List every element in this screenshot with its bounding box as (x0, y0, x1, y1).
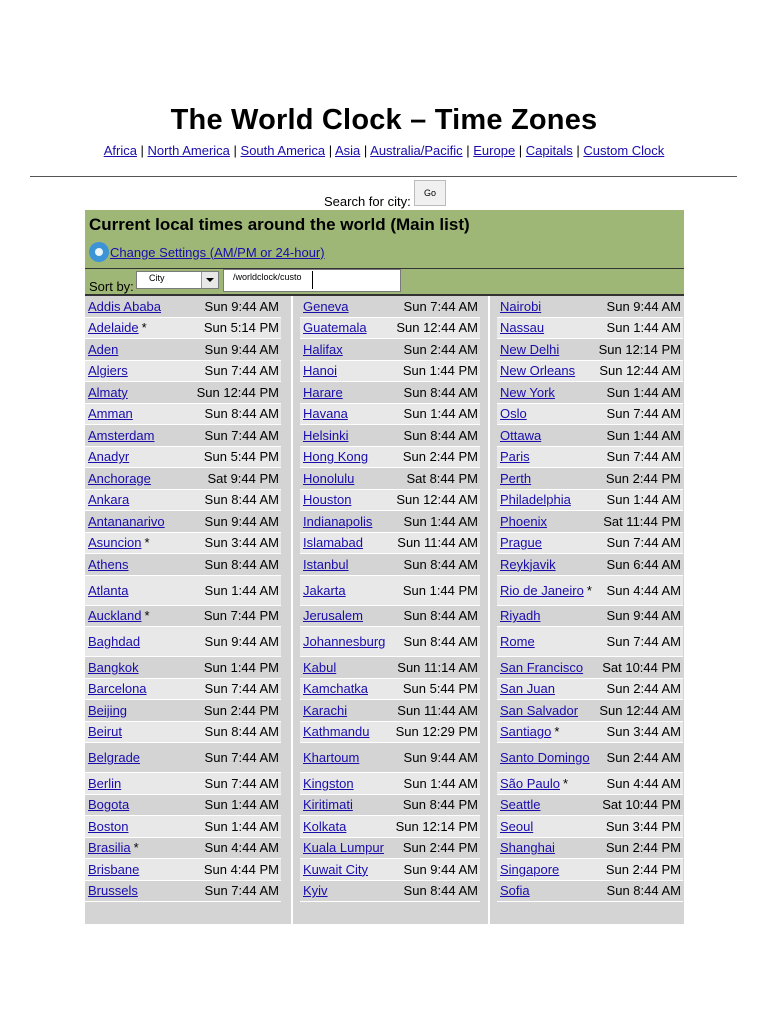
city-link-belgrade[interactable]: Belgrade (88, 750, 141, 765)
local-time: Sun 7:44 AM (204, 681, 279, 697)
city-link-anchorage[interactable]: Anchorage (88, 470, 151, 486)
city-link-bogota[interactable]: Bogota (88, 797, 130, 813)
city-column-1 (85, 296, 281, 902)
city-link-kathmandu[interactable]: Kathmandu (303, 724, 370, 740)
city-row-new-orleans (497, 361, 683, 383)
local-time: Sun 2:44 AM (606, 681, 681, 697)
local-time: Sun 12:44 AM (599, 702, 681, 718)
city-row-belgrade (85, 743, 281, 773)
city-link-nassau[interactable]: Nassau (500, 320, 545, 336)
local-time: Sun 7:44 AM (606, 406, 681, 422)
sort-select[interactable] (136, 271, 219, 289)
city-link-adelaide[interactable]: Adelaide (88, 320, 139, 336)
city-row-jerusalem (300, 606, 480, 628)
city-row-antananarivo (85, 511, 281, 533)
local-time: Sun 9:44 AM (204, 513, 279, 529)
local-time: Sun 7:44 AM (204, 363, 279, 379)
nav-link-custom-clock[interactable]: Custom Clock (583, 143, 665, 158)
city-row-beirut (85, 722, 281, 744)
city-link-brisbane[interactable]: Brisbane (88, 861, 140, 877)
sort-bar (85, 268, 684, 296)
city-link-karachi[interactable]: Karachi (303, 702, 348, 718)
city-row-ottawa (497, 425, 683, 447)
local-time: Sun 7:44 AM (204, 883, 279, 899)
city-row-kathmandu (300, 722, 480, 744)
nav-link-north-america[interactable]: North America (147, 143, 230, 158)
city-row-rio-de-janeiro (497, 576, 683, 606)
city-link-hanoi[interactable]: Hanoi (303, 363, 337, 379)
local-time: Sun 9:44 AM (204, 634, 279, 649)
local-time: Sun 9:44 AM (606, 298, 681, 314)
city-row-guatemala (300, 318, 480, 340)
column-divider (291, 296, 293, 924)
city-link-hong-kong[interactable]: Hong Kong (303, 449, 369, 465)
city-row-san-francisco (497, 657, 683, 679)
city-link-new-york[interactable]: New York (500, 384, 555, 400)
city-link-almaty[interactable]: Almaty (88, 384, 128, 400)
local-time: Sun 1:44 PM (402, 582, 478, 598)
nav-link-australia-pacific[interactable]: Australia/Pacific (370, 143, 463, 158)
local-time: Sun 1:44 AM (606, 492, 681, 508)
local-time: Sun 9:44 AM (204, 341, 279, 357)
city-link-guatemala[interactable]: Guatemala (303, 320, 367, 336)
chevron-down-icon[interactable] (201, 272, 218, 288)
city-link-honolulu[interactable]: Honolulu (303, 470, 355, 486)
local-time: Sun 8:44 AM (403, 556, 478, 572)
local-time: Sun 1:44 AM (403, 513, 478, 529)
city-link-houston[interactable]: Houston (303, 492, 352, 508)
city-row-phoenix (497, 511, 683, 533)
city-row-atlanta (85, 576, 281, 606)
dst-marker: * (563, 775, 569, 791)
city-link-auckland[interactable]: Auckland (88, 608, 142, 624)
city-row-new-york (497, 382, 683, 404)
city-link-geneva[interactable]: Geneva (303, 298, 349, 314)
city-row-karachi (300, 700, 480, 722)
city-link-brasilia[interactable]: Brasilia (88, 840, 131, 856)
city-row-havana (300, 404, 480, 426)
city-row-halifax (300, 339, 480, 361)
local-time: Sun 4:44 AM (606, 582, 681, 598)
local-time: Sun 8:44 AM (403, 634, 478, 649)
local-time: Sun 9:44 AM (403, 861, 478, 877)
city-row-houston (300, 490, 480, 512)
change-settings-link[interactable] (89, 242, 325, 262)
city-row-reykjavik (497, 554, 683, 576)
city-link-san-salvador[interactable]: San Salvador (500, 702, 579, 718)
local-time: Sun 2:44 PM (605, 470, 681, 486)
city-row-harare (300, 382, 480, 404)
nav-separator: | (136, 143, 148, 158)
city-row-algiers (85, 361, 281, 383)
city-row-amsterdam (85, 425, 281, 447)
local-time: Sun 8:44 AM (403, 883, 478, 899)
city-link-beirut[interactable]: Beirut (88, 724, 122, 740)
city-link-harare[interactable]: Harare (303, 384, 343, 400)
city-row-santiago (497, 722, 683, 744)
city-search (0, 180, 768, 210)
city-row-helsinki (300, 425, 480, 447)
city-row-sao-paulo (497, 773, 683, 795)
panel-header (85, 210, 684, 296)
city-link-baghdad[interactable]: Baghdad (88, 634, 141, 649)
city-row-kuwait-city (300, 859, 480, 881)
city-link-beijing[interactable]: Beijing (88, 702, 128, 718)
city-row-san-salvador (497, 700, 683, 722)
local-time: Sun 2:44 AM (606, 750, 681, 765)
city-row-addis-ababa (85, 296, 281, 318)
local-time: Sun 3:44 AM (606, 724, 681, 740)
city-row-bogota (85, 795, 281, 817)
city-link-santo-domingo[interactable]: Santo Domingo (500, 750, 590, 765)
change-settings-label[interactable]: Change Settings (AM/PM or 24-hour) (110, 244, 325, 260)
city-link-singapore[interactable]: Singapore (500, 861, 560, 877)
nav-link-africa[interactable]: Africa (103, 143, 137, 158)
city-link-amman[interactable]: Amman (88, 406, 133, 422)
city-link-halifax[interactable]: Halifax (303, 341, 343, 357)
local-time: Sun 8:44 AM (204, 724, 279, 740)
city-row-prague (497, 533, 683, 555)
local-time: Sun 11:44 AM (397, 535, 478, 551)
city-row-kyiv (300, 881, 480, 903)
city-link-aden[interactable]: Aden (88, 341, 119, 357)
city-link-khartoum[interactable]: Khartoum (303, 750, 360, 765)
city-row-kiritimati (300, 795, 480, 817)
local-time: Sun 9:44 AM (204, 298, 279, 314)
local-time: Sun 5:44 PM (203, 449, 279, 465)
local-time: Sun 8:44 AM (403, 427, 478, 443)
city-link-asuncion[interactable]: Asuncion (88, 535, 142, 551)
local-time: Sun 12:29 PM (395, 724, 478, 740)
local-time: Sun 3:44 AM (204, 535, 279, 551)
local-time: Sun 5:44 PM (402, 681, 478, 697)
search-label: Search for city: (324, 194, 411, 209)
city-link-new-delhi[interactable]: New Delhi (500, 341, 560, 357)
city-link-jerusalem[interactable]: Jerusalem (303, 608, 363, 624)
local-time: Sun 9:44 AM (606, 608, 681, 624)
local-time: Sun 2:44 PM (605, 861, 681, 877)
city-row-nassau (497, 318, 683, 340)
city-link-barcelona[interactable]: Barcelona (88, 681, 147, 697)
city-row-istanbul (300, 554, 480, 576)
local-time: Sun 7:44 PM (203, 608, 279, 624)
city-row-hanoi (300, 361, 480, 383)
dst-marker: * (133, 840, 139, 856)
city-row-adelaide (85, 318, 281, 340)
city-row-seattle (497, 795, 683, 817)
local-time: Sat 10:44 PM (602, 797, 681, 813)
city-link-reykjavik[interactable]: Reykjavik (500, 556, 556, 572)
city-row-perth (497, 468, 683, 490)
city-link-addis-ababa[interactable]: Addis Ababa (88, 298, 162, 314)
local-time: Sat 11:44 PM (603, 513, 681, 529)
city-link-bangkok[interactable]: Bangkok (88, 659, 139, 675)
city-link-brussels[interactable]: Brussels (88, 883, 138, 899)
local-time: Sun 8:44 AM (204, 406, 279, 422)
city-link-philadelphia[interactable]: Philadelphia (500, 492, 571, 508)
city-row-sofia (497, 881, 683, 903)
city-link-amsterdam[interactable]: Amsterdam (88, 427, 155, 443)
settings-icon (89, 242, 109, 262)
city-row-ankara (85, 490, 281, 512)
city-link-atlanta[interactable]: Atlanta (88, 582, 129, 598)
local-time: Sun 1:44 AM (403, 406, 478, 422)
city-row-riyadh (497, 606, 683, 628)
region-nav (0, 143, 768, 158)
nav-separator: | (462, 143, 474, 158)
city-row-anchorage (85, 468, 281, 490)
city-row-seoul (497, 816, 683, 838)
city-row-barcelona (85, 679, 281, 701)
local-time: Sun 9:44 AM (403, 750, 478, 765)
local-time: Sun 7:44 AM (606, 535, 681, 551)
city-link-paris[interactable]: Paris (500, 449, 530, 465)
go-button[interactable]: Go (414, 180, 446, 206)
city-link-havana[interactable]: Havana (303, 406, 348, 422)
city-link-kingston[interactable]: Kingston (303, 775, 354, 791)
local-time: Sun 6:44 AM (606, 556, 681, 572)
world-clock-panel (85, 210, 684, 924)
city-row-san-juan (497, 679, 683, 701)
city-link-perth[interactable]: Perth (500, 470, 532, 486)
city-link-islamabad[interactable]: Islamabad (303, 535, 363, 551)
city-link-helsinki[interactable]: Helsinki (303, 427, 349, 443)
local-time: Sun 12:44 PM (196, 384, 279, 400)
city-row-brasilia (85, 838, 281, 860)
nav-link-europe[interactable]: Europe (473, 143, 516, 158)
city-row-boston (85, 816, 281, 838)
city-link-berlin[interactable]: Berlin (88, 775, 122, 791)
local-time: Sun 4:44 PM (203, 861, 279, 877)
city-link-algiers[interactable]: Algiers (88, 363, 128, 379)
horizontal-rule (30, 176, 737, 177)
custom-url-value: /worldclock/custo (233, 272, 302, 282)
local-time: Sun 12:44 AM (396, 320, 478, 336)
city-row-kabul (300, 657, 480, 679)
city-link-nairobi[interactable]: Nairobi (500, 298, 542, 314)
city-row-kuala-lumpur (300, 838, 480, 860)
city-row-singapore (497, 859, 683, 881)
city-link-johannesburg[interactable]: Johannesburg (303, 634, 386, 649)
local-time: Sun 1:44 AM (204, 797, 279, 813)
city-link-kamchatka[interactable]: Kamchatka (303, 681, 369, 697)
city-link-seattle[interactable]: Seattle (500, 797, 541, 813)
city-row-paris (497, 447, 683, 469)
custom-url-field[interactable] (223, 269, 401, 292)
local-time: Sun 7:44 AM (403, 298, 478, 314)
local-time: Sun 12:44 AM (599, 363, 681, 379)
city-row-rome (497, 627, 683, 657)
city-link-new-orleans[interactable]: New Orleans (500, 363, 576, 379)
city-row-almaty (85, 382, 281, 404)
city-link-ankara[interactable]: Ankara (88, 492, 130, 508)
local-time: Sun 2:44 PM (203, 702, 279, 718)
local-time: Sun 8:44 AM (204, 492, 279, 508)
city-link-santiago[interactable]: Santiago (500, 724, 552, 740)
local-time: Sun 3:44 PM (605, 818, 681, 834)
local-time: Sun 8:44 AM (204, 556, 279, 572)
city-link-istanbul[interactable]: Istanbul (303, 556, 349, 572)
nav-link-asia[interactable]: Asia (334, 143, 361, 158)
sort-select-value: City (149, 273, 165, 283)
nav-link-capitals[interactable]: Capitals (525, 143, 573, 158)
local-time: Sun 12:14 PM (395, 818, 478, 834)
city-row-beijing (85, 700, 281, 722)
city-row-amman (85, 404, 281, 426)
city-link-kyiv[interactable]: Kyiv (303, 883, 328, 899)
city-row-baghdad (85, 627, 281, 657)
city-link-sofia[interactable]: Sofia (500, 883, 530, 899)
city-row-brisbane (85, 859, 281, 881)
local-time: Sun 1:44 AM (606, 427, 681, 443)
text-cursor (312, 271, 313, 289)
city-link-shanghai[interactable]: Shanghai (500, 840, 555, 856)
dst-marker: * (141, 320, 147, 336)
city-link-antananarivo[interactable]: Antananarivo (88, 513, 165, 529)
city-row-santo-domingo (497, 743, 683, 773)
city-row-anadyr (85, 447, 281, 469)
city-link-kuala-lumpur[interactable]: Kuala Lumpur (303, 840, 384, 856)
city-row-geneva (300, 296, 480, 318)
local-time: Sun 2:44 PM (605, 840, 681, 856)
city-link-athens[interactable]: Athens (88, 556, 129, 572)
city-row-new-delhi (497, 339, 683, 361)
city-column-3 (497, 296, 683, 902)
city-link-ottawa[interactable]: Ottawa (500, 427, 542, 443)
city-link-prague[interactable]: Prague (500, 535, 542, 551)
city-row-shanghai (497, 838, 683, 860)
sort-by-label: Sort by: (89, 279, 134, 294)
local-time: Sun 7:44 AM (204, 775, 279, 791)
local-time: Sun 4:44 AM (606, 775, 681, 791)
city-link-anadyr[interactable]: Anadyr (88, 449, 130, 465)
city-row-asuncion (85, 533, 281, 555)
local-time: Sun 1:44 AM (204, 582, 279, 598)
city-link-sao-paulo[interactable]: São Paulo (500, 775, 560, 791)
local-time: Sun 1:44 AM (204, 818, 279, 834)
city-row-athens (85, 554, 281, 576)
local-time: Sun 1:44 AM (403, 775, 478, 791)
local-time: Sun 8:44 AM (403, 384, 478, 400)
city-row-jakarta (300, 576, 480, 606)
local-time: Sun 1:44 AM (606, 384, 681, 400)
local-time: Sun 8:44 PM (402, 797, 478, 813)
local-time: Sat 10:44 PM (602, 659, 681, 675)
city-link-seoul[interactable]: Seoul (500, 818, 534, 834)
local-time: Sun 8:44 AM (606, 883, 681, 899)
nav-separator: | (229, 143, 241, 158)
city-row-bangkok (85, 657, 281, 679)
city-row-hong-kong (300, 447, 480, 469)
city-link-san-juan[interactable]: San Juan (500, 681, 555, 697)
local-time: Sun 5:14 PM (203, 320, 279, 336)
local-time: Sun 7:44 AM (606, 634, 681, 649)
city-link-kuwait-city[interactable]: Kuwait City (303, 861, 369, 877)
page-title: The World Clock – Time Zones (170, 104, 598, 136)
local-time: Sun 7:44 AM (204, 750, 279, 765)
city-link-jakarta[interactable]: Jakarta (303, 582, 346, 598)
city-row-honolulu (300, 468, 480, 490)
city-row-indianapolis (300, 511, 480, 533)
city-row-philadelphia (497, 490, 683, 512)
local-time: Sun 1:44 PM (203, 659, 279, 675)
city-link-riyadh[interactable]: Riyadh (500, 608, 541, 624)
city-link-rome[interactable]: Rome (500, 634, 535, 649)
city-link-phoenix[interactable]: Phoenix (500, 513, 547, 529)
nav-separator: | (515, 143, 526, 158)
nav-separator: | (360, 143, 371, 158)
city-row-kolkata (300, 816, 480, 838)
local-time: Sun 4:44 AM (204, 840, 279, 856)
city-link-kabul[interactable]: Kabul (303, 659, 337, 675)
city-row-johannesburg (300, 627, 480, 657)
local-time: Sun 1:44 PM (402, 363, 478, 379)
city-link-indianapolis[interactable]: Indianapolis (303, 513, 373, 529)
city-row-berlin (85, 773, 281, 795)
local-time: Sun 8:44 AM (403, 608, 478, 624)
local-time: Sun 2:44 PM (402, 840, 478, 856)
nav-link-south-america[interactable]: South America (240, 143, 326, 158)
city-row-auckland (85, 606, 281, 628)
local-time: Sun 2:44 PM (402, 449, 478, 465)
local-time: Sun 11:44 AM (397, 702, 478, 718)
city-column-2 (300, 296, 480, 902)
city-row-islamabad (300, 533, 480, 555)
dst-marker: * (144, 608, 150, 624)
local-time: Sat 9:44 PM (207, 470, 279, 486)
city-row-brussels (85, 881, 281, 903)
local-time: Sun 7:44 AM (606, 449, 681, 465)
local-time: Sat 8:44 PM (406, 470, 478, 486)
column-divider (488, 296, 490, 924)
city-row-kingston (300, 773, 480, 795)
local-time: Sun 1:44 AM (606, 320, 681, 336)
city-link-kolkata[interactable]: Kolkata (303, 818, 347, 834)
local-time: Sun 12:14 PM (598, 341, 681, 357)
nav-separator: | (325, 143, 335, 158)
dst-marker: * (554, 724, 560, 740)
city-row-khartoum (300, 743, 480, 773)
city-row-kamchatka (300, 679, 480, 701)
panel-title: Current local times around the world (Main list) (89, 215, 470, 234)
city-link-oslo[interactable]: Oslo (500, 406, 527, 422)
city-row-oslo (497, 404, 683, 426)
dst-marker: * (586, 582, 592, 598)
nav-separator: | (572, 143, 584, 158)
city-row-nairobi (497, 296, 683, 318)
local-time: Sun 2:44 AM (403, 341, 478, 357)
city-row-aden (85, 339, 281, 361)
city-link-rio-de-janeiro[interactable]: Rio de Janeiro (500, 582, 584, 598)
dst-marker: * (144, 535, 150, 551)
city-link-kiritimati[interactable]: Kiritimati (303, 797, 353, 813)
local-time: Sun 12:44 AM (396, 492, 478, 508)
local-time: Sun 7:44 AM (204, 427, 279, 443)
local-time: Sun 11:14 AM (397, 659, 478, 675)
city-link-san-francisco[interactable]: San Francisco (500, 659, 584, 675)
city-link-boston[interactable]: Boston (88, 818, 129, 834)
